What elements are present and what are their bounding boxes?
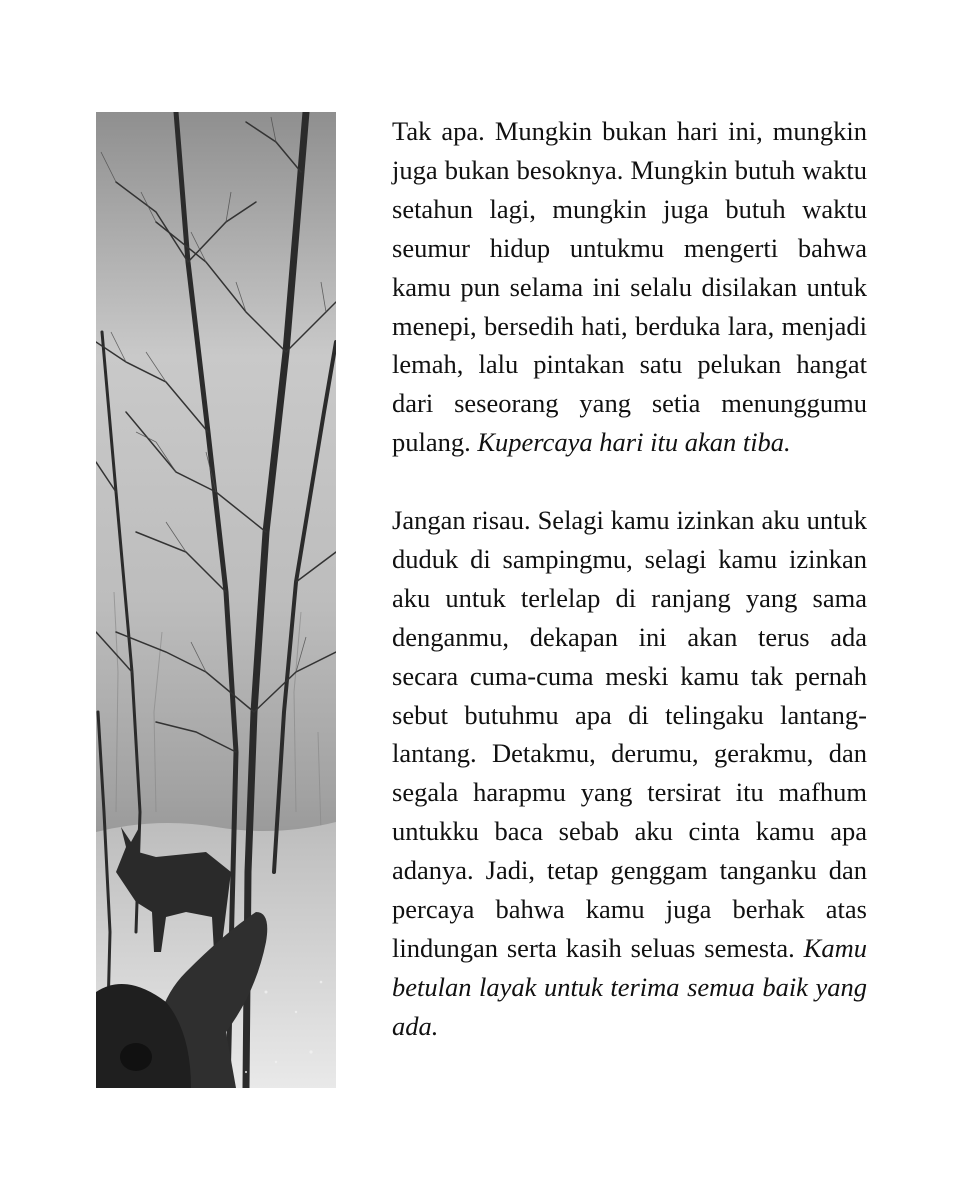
paragraph-1-italic: Kupercaya hari itu akan tiba. xyxy=(477,427,791,458)
paragraph-2 xyxy=(392,501,867,1046)
paragraph-2-text: Jangan risau. Selagi kamu izinkan aku untuk duduk di sampingmu, selagi kamu izinkan aku untuk terlelap di ranjang yang sama denganmu, dekapan ini akan terus ada secara cuma-cuma meski kamu tak pernah sebut butuhmu apa di telingaku lantang-lantang. Detakmu, derumu, gerakmu, dan segala harapmu yang tersirat itu mafhum untukku baca sebab aku cinta kamu apa adanya. Jadi, tetap genggam tanganku dan percaya bahwa kamu juga berhak atas lindungan serta kasih seluas semesta. xyxy=(392,505,867,964)
forest-deer-photo xyxy=(96,112,336,1088)
forest-deer-illustration xyxy=(96,112,336,1088)
paragraph-1-text: Tak apa. Mungkin bukan hari ini, mungkin juga bukan besoknya. Mungkin butuh waktu setahun lagi, mungkin juga butuh waktu seumur hidup untukmu mengerti bahwa kamu pun selama ini selalu disilakan untuk menepi, bersedih hati, berduka lara, menjadi lemah, lalu pintakan satu pelukan hangat dari seseorang yang setia menunggumu pulang. xyxy=(392,116,867,458)
text-column xyxy=(392,112,867,1046)
paragraph-1 xyxy=(392,112,867,462)
paragraph-2-italic: Kamu betulan layak untuk terima semua baik yang ada. xyxy=(392,933,867,1041)
